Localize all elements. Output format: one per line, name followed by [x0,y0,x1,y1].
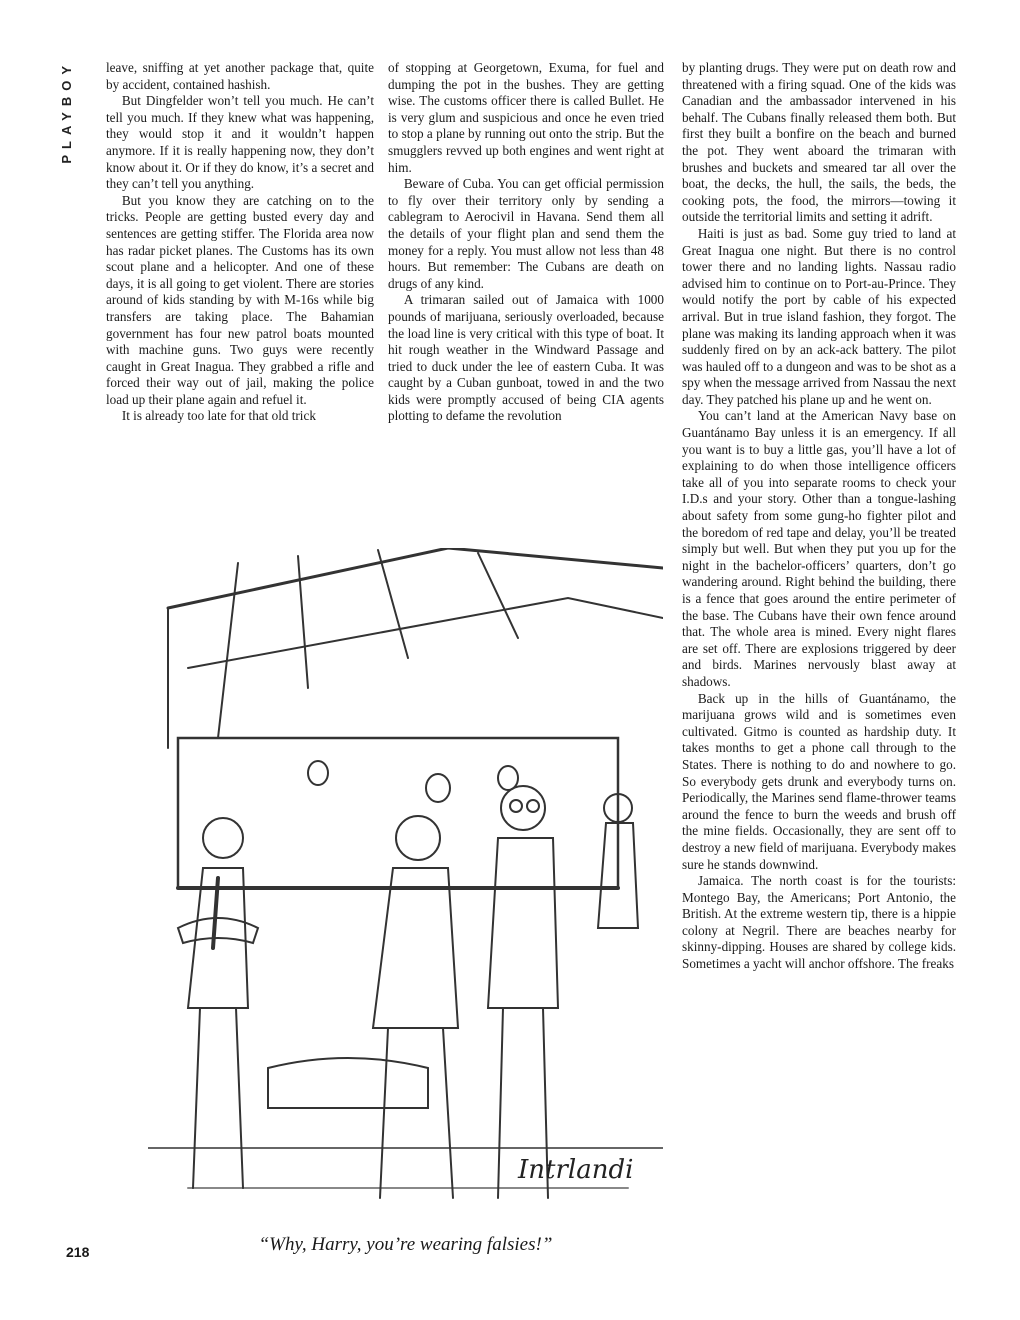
page-number: 218 [66,1244,90,1260]
paragraph: Haiti is just as bad. Some guy tried to land at Great Inagua one night. But there is no control tower there and no landing lights. Nassau radio advised him to continue on to Port-au-Prince. They would notify the port by cable of his expected arrival. But in true island fashion, they forgot. The plane was making its landing approach when it was suddenly fired on by an ack-ack battery. The pilot was hauled off to a dungeon and was to be shot as a spy when the message arrived from Nassau the next day. They patched his plane up and he went on. [682,225,956,407]
column-3 [682,60,956,1282]
paragraph: Jamaica. The north coast is for the tourists: Montego Bay, the Americans; Port Antonio, the British. At the extreme western tip, there is a hippie colony at Negril. There are beaches nearby for skinny-dipping. Houses are shared by college kids. Sometimes a yacht will anchor offshore. The freaks [682,873,956,972]
paragraph: Beware of Cuba. You can get official permission to fly over their territory only by sending a cablegram to Aerocivil in Havana. Send them all the details of your flight plan and send them the money for a reply. You must allow not less than 48 hours. But remember: The Cubans are death on drugs of any kind. [388,176,664,291]
paragraph: A trimaran sailed out of Jamaica with 1000 pounds of marijuana, seriously overloaded, because the load line is very critical with this type of boat. It hit rough weather in the Windward Passage and tried to duck under the lee of eastern Cuba. It was caught by a Cuban gunboat, towed in and the two kids were promptly accused of being CIA agents plotting to defame the revolution [388,292,664,424]
paragraph: But Dingfelder won’t tell you much. He can’t tell you much. If they knew what was happening, they would stop it and it wouldn’t happen anymore. If it is really happening now, they don’t know about it. Or if they do know, it’s a secret and they can’t tell you anything. [106,93,374,192]
paragraph: It is already too late for that old trick [121,408,316,424]
column-2 [388,60,664,530]
masthead: PLAYBOY [59,60,74,164]
paragraph: But you know they are catching on to the tricks. People are getting busted every day and sentences are getting stiffer. The Florida area now has radar picket planes. The Customs has its own scout plane and a helicopter. And one of these days, it is all going to get violent. There are stories around of kids standing by with M-16s while big transfers are taking place. The Bahamian government has four new patrol boats mounted with machine guns. Two guys were recently caught in Great Inagua. They grabbed a rifle and forced their way out of jail, making the police load up their plane again and refuel it. [106,192,374,407]
paragraph: leave, sniffing at yet another package that, quite by accident, contained hashish. [106,60,374,92]
paragraph: of stopping at Georgetown, Exuma, for fuel and dumping the pot in the bushes. They are getting wise. The customs officer there is called Bullet. He is very glum and suspicious and once he even tried to stop a plane by running out onto the strip. But the smugglers revved up both engines and went right at him. [388,60,664,175]
artist-signature: Intrlandi [518,1155,634,1185]
paragraph: You can’t land at the American Navy base on Guantánamo Bay unless it is an emergency. If all you want is to buy a little gas, you’ll have a lot of explaining to do when those intelligence officers take all of you into separate rooms to check your I.D.s and your story. Other than a tongue-lashing about safety from some gung-ho fighter pilot and the boredom of red tape and delay, you’ll be treated simply but well. But when they put you up for the night in the bachelor-officers’ quarters, don’t go wandering around. Right behind the building, there is a fence that goes around the entire perimeter of the base. The Cubans have their own fence around that. The whole area is mined. Every night flares are set off. There are explosions triggered by deer and birds. Marines nervously blast away at shadows. [682,408,956,689]
cartoon-illustration [148,548,663,1220]
paragraph: by planting drugs. They were put on death row and threatened with a firing squad. One of the kids was Canadian and the ambassador intervened in his behalf. The Cubans finally released them both. But first they built a bonfire on the beach and burned the pot. They went aboard the trimaran with brushes and buckets and smeared tar all over the boat, the decks, the hull, the sails, the beds, the cooking pots, the food, the mirrors—towing it outside the territorial limits and setting it adrift. [682,60,956,225]
paragraph: Back up in the hills of Guantánamo, the marijuana grows wild and is sometimes even cultivated. Gitmo is counted as hardship duty. It takes months to get a phone call through to the States. There is nothing to do and nowhere to go. So everybody gets drunk and everybody turns on. Periodically, the Marines send flame-thrower teams around the fence to burn the weeds and brush off the mine fields. Occasionally, they are sent off to destroy a new field of marijuana. Everybody makes sure he stands downwind. [682,690,956,872]
cartoon-caption: “Why, Harry, you’re wearing falsies!” [258,1234,553,1255]
column-1 [106,60,374,500]
